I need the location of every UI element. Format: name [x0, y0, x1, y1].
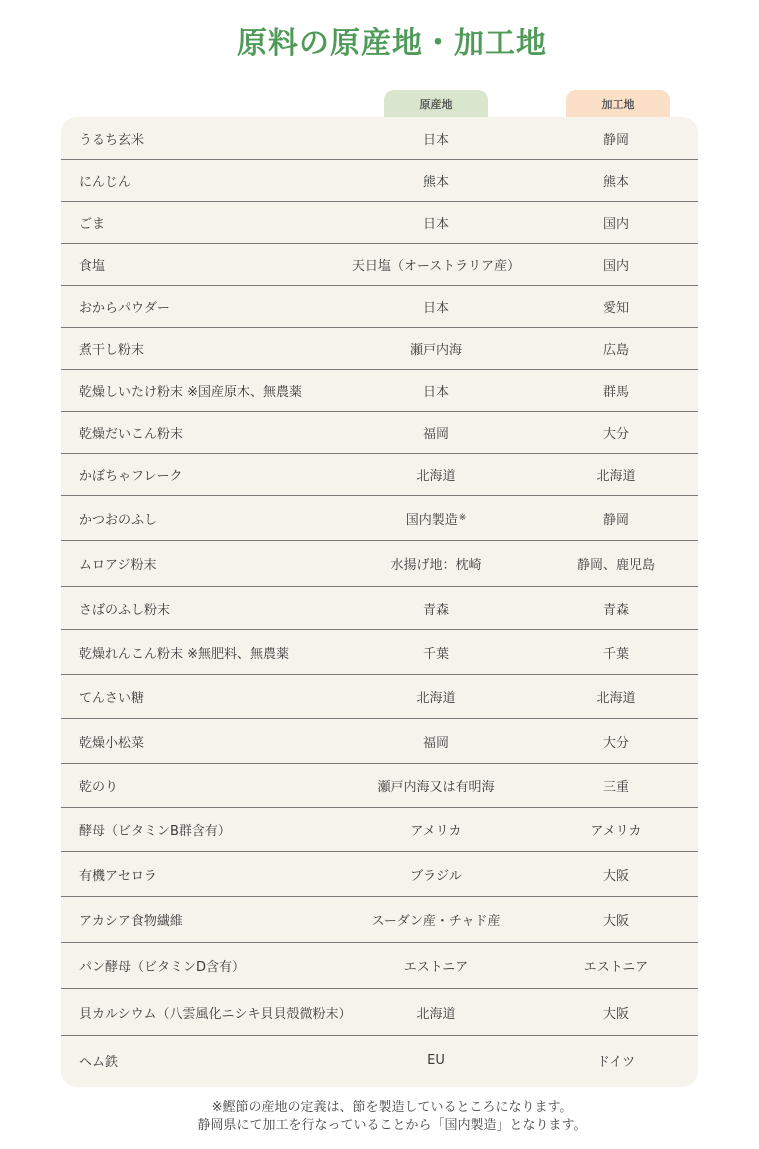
ingredient-name: てんさい糖: [79, 691, 145, 706]
origin-value: 国内製造: [405, 512, 458, 528]
processing-value: 青森: [602, 602, 629, 618]
ingredient-name: 食塩: [79, 259, 106, 274]
page-title: 原料の原産地・加工地: [237, 26, 547, 61]
ingredient-name: 乾のり: [79, 780, 119, 795]
origin-cell: [321, 496, 551, 540]
table-row: [61, 719, 698, 764]
table-row: [61, 286, 698, 328]
footnote-line-1: ※鰹節の産地の定義は、節を製造しているところになります。: [211, 1100, 573, 1115]
footnote-line-2: 静岡県にて加工を行なっていることから「国内製造」となります。: [197, 1118, 587, 1133]
processing-value: 大阪: [602, 868, 629, 884]
table-row: [61, 454, 698, 496]
origin-value: 北海道: [416, 691, 456, 706]
origin-value: EU: [427, 1052, 445, 1068]
processing-value: 大阪: [602, 914, 629, 929]
table-row: [61, 412, 698, 454]
ingredient-name: うるち玄米: [79, 132, 145, 148]
processing-value: 国内: [602, 259, 629, 274]
table-row: [61, 160, 698, 202]
origin-value: 水揚げ地：枕崎: [390, 558, 482, 573]
ingredient-table: [61, 117, 698, 1087]
processing-value: 愛知: [602, 301, 629, 316]
ingredient-name: 煮干し粉末: [79, 343, 145, 358]
origin-value: 福岡: [422, 427, 449, 442]
ingredient-name: 乾燥だいこん粉末: [79, 427, 184, 442]
table-row: [61, 370, 698, 412]
origin-value: 北海道: [416, 1006, 456, 1022]
table-row: [61, 897, 698, 943]
ingredient-name: 乾燥小松菜: [79, 735, 145, 751]
origin-column-header: 原産地: [384, 90, 488, 118]
processing-value: 群馬: [602, 385, 629, 400]
processing-value: 静岡、鹿児島: [576, 558, 655, 573]
processing-value: 千葉: [602, 646, 629, 662]
origin-value: 福岡: [422, 735, 449, 751]
footnote: [0, 1099, 759, 1135]
ingredient-name: 貝カルシウム（八雲風化ニシキ貝貝殻微粉末）: [79, 1006, 352, 1022]
origin-value: スーダン産・チャド産: [371, 914, 501, 929]
processing-value: 北海道: [596, 691, 636, 706]
processing-column-header: 加工地: [566, 90, 670, 118]
ingredient-name: 乾燥れんこん粉末 ※無肥料、無農薬: [79, 646, 290, 662]
processing-value: 熊本: [602, 175, 629, 190]
table-row: [61, 630, 698, 675]
processing-value: アメリカ: [590, 824, 642, 839]
table-row: [61, 496, 698, 541]
table-row: [61, 328, 698, 370]
processing-value: ドイツ: [596, 1054, 636, 1070]
origin-value: アメリカ: [410, 824, 462, 839]
table-row: [61, 202, 698, 244]
ingredient-name: アカシア食物繊維: [79, 914, 183, 929]
table-row: [61, 541, 698, 587]
ingredient-name: パン酵母（ビタミンD含有）: [79, 960, 246, 975]
processing-value: 大分: [602, 735, 629, 751]
ingredient-name: ムロアジ粉末: [79, 558, 157, 573]
origin-value: 日本: [422, 385, 449, 400]
origin-value: 日本: [422, 301, 449, 316]
table-row: [61, 989, 698, 1036]
processing-value: 広島: [602, 343, 629, 358]
origin-value: 日本: [422, 217, 449, 232]
ingredient-name: ヘム鉄: [79, 1054, 119, 1070]
origin-value: エストニア: [403, 960, 469, 975]
ingredient-name: 有機アセロラ: [79, 868, 157, 884]
origin-value: 北海道: [416, 469, 456, 484]
ingredient-name: おからパウダー: [79, 301, 170, 316]
ingredient-name: かつおのふし: [79, 512, 158, 528]
footnote-marker: ※: [458, 513, 467, 523]
table-row: [61, 675, 698, 719]
processing-value: 三重: [602, 780, 629, 795]
table-row: [61, 852, 698, 897]
ingredient-name: さばのふし粉末: [79, 602, 171, 618]
origin-value: 日本: [422, 132, 449, 148]
origin-value: 青森: [422, 602, 449, 618]
origin-value: 天日塩（オーストラリア産）: [351, 259, 521, 274]
table-row: [61, 1036, 698, 1084]
ingredient-name: にんじん: [79, 175, 132, 190]
ingredient-name: ごま: [79, 217, 106, 232]
origin-value: ブラジル: [410, 868, 462, 884]
origin-value: 熊本: [422, 175, 449, 190]
processing-value: 静岡: [602, 512, 629, 528]
origin-value: 瀬戸内海: [409, 343, 462, 358]
table-row: [61, 764, 698, 808]
table-row: [61, 808, 698, 852]
table-row: [61, 117, 698, 160]
ingredient-name: 乾燥しいたけ粉末 ※国産原木、無農薬: [79, 385, 303, 400]
ingredient-name: かぼちゃフレーク: [79, 469, 183, 484]
processing-value: 北海道: [596, 469, 636, 484]
processing-value: 大阪: [602, 1006, 629, 1022]
table-row: [61, 943, 698, 989]
ingredient-name: 酵母（ビタミンB群含有）: [79, 824, 231, 839]
processing-value: 静岡: [602, 132, 629, 148]
origin-value: 千葉: [422, 646, 449, 662]
table-row: [61, 244, 698, 286]
processing-value: 大分: [602, 427, 629, 442]
origin-value: 瀬戸内海又は有明海: [377, 780, 495, 795]
processing-value: 国内: [602, 217, 629, 232]
processing-value: エストニア: [583, 960, 649, 975]
table-row: [61, 587, 698, 630]
